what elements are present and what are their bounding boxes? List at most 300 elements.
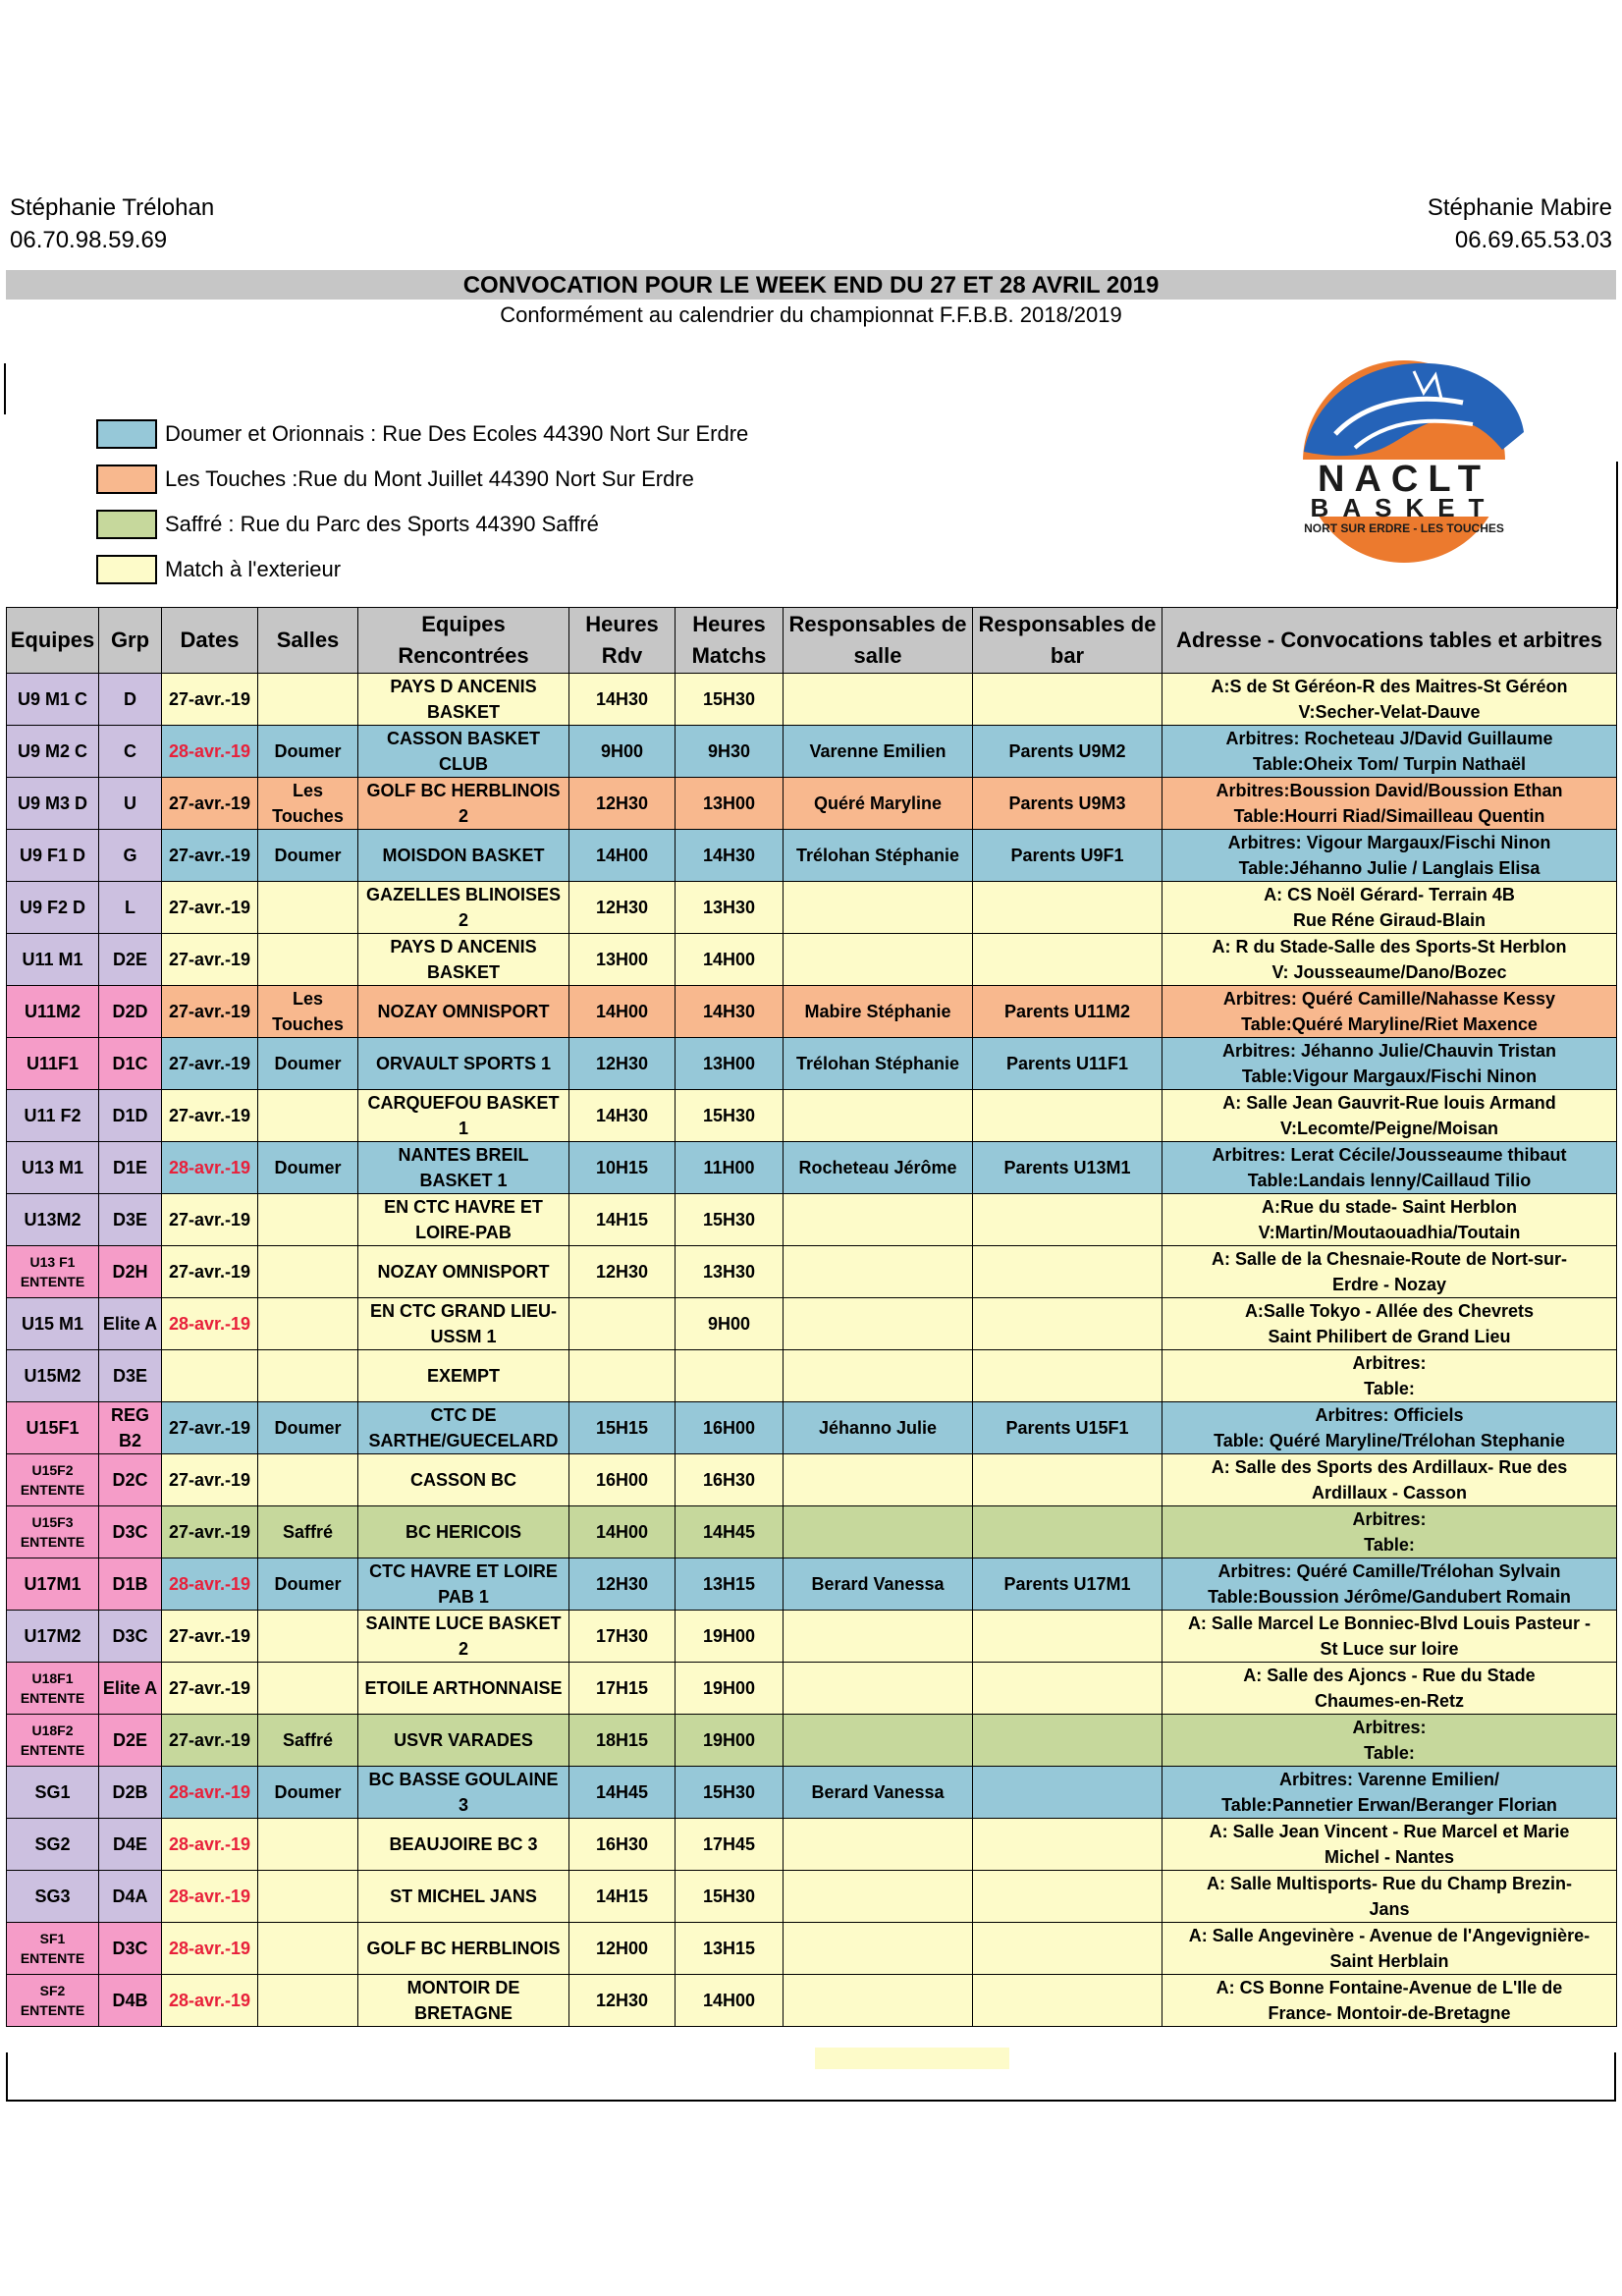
cell-heure-rdv: 12H30	[569, 1038, 676, 1090]
cell-heure-match: 19H00	[676, 1715, 784, 1767]
cell-resp-bar	[973, 1298, 1162, 1350]
contact-right-phone: 06.69.65.53.03	[1454, 227, 1612, 253]
header-dates: Dates	[162, 608, 258, 674]
table-row	[7, 1506, 1617, 1558]
cell-grp: D2B	[99, 1767, 162, 1819]
cell-grp: D2C	[99, 1454, 162, 1506]
cell-heure-match: 19H00	[676, 1611, 784, 1663]
cell-resp-salle	[784, 882, 973, 934]
cell-heure-rdv: 12H00	[569, 1923, 676, 1975]
cell-adresse: A:Rue du stade- Saint Herblon V:Martin/Moutaouadhia/Toutain	[1162, 1194, 1617, 1246]
logo-text-naclt: NACLT	[1318, 459, 1490, 500]
cell-heure-match: 14H00	[676, 934, 784, 986]
cell-resp-bar	[973, 674, 1162, 726]
cell-equipe-rencontree: GAZELLES BLINOISES 2	[358, 882, 569, 934]
cell-grp: D1C	[99, 1038, 162, 1090]
cell-heure-rdv	[569, 1298, 676, 1350]
cell-resp-salle	[784, 1246, 973, 1298]
cell-heure-rdv: 9H00	[569, 726, 676, 778]
cell-resp-bar	[973, 1767, 1162, 1819]
table-row	[7, 1923, 1617, 1975]
table-row	[7, 1871, 1617, 1923]
table-row	[7, 1715, 1617, 1767]
cell-adresse: A: Salle de la Chesnaie-Route de Nort-sur- Erdre - Nozay	[1162, 1246, 1617, 1298]
cell-resp-salle	[784, 674, 973, 726]
cell-heure-rdv: 18H15	[569, 1715, 676, 1767]
cell-heure-rdv: 10H15	[569, 1142, 676, 1194]
cell-date	[162, 1350, 258, 1402]
cell-equipe-rencontree: SAINTE LUCE BASKET 2	[358, 1611, 569, 1663]
cell-resp-bar	[973, 1819, 1162, 1871]
cell-heure-rdv: 14H00	[569, 830, 676, 882]
cell-salle	[258, 674, 358, 726]
cell-salle	[258, 1923, 358, 1975]
header-resp-bar: Responsables de bar	[973, 608, 1162, 674]
cell-adresse: A: CS Bonne Fontaine-Avenue de L'Ile de France- Montoir-de-Bretagne	[1162, 1975, 1617, 2027]
cell-resp-salle	[784, 1350, 973, 1402]
cell-equipe-rencontree: EN CTC HAVRE ET LOIRE-PAB	[358, 1194, 569, 1246]
table-row	[7, 830, 1617, 882]
cell-date: 28-avr.-19	[162, 1767, 258, 1819]
cell-equipe-rencontree: GOLF BC HERBLINOIS 2	[358, 778, 569, 830]
cell-equipe-rencontree: NOZAY OMNISPORT	[358, 986, 569, 1038]
cell-resp-salle: Trélohan Stéphanie	[784, 1038, 973, 1090]
header-adresse: Adresse - Convocations tables et arbitres	[1162, 608, 1617, 674]
cell-salle	[258, 882, 358, 934]
header-rdv: Heures Rdv	[569, 608, 676, 674]
cell-heure-match: 19H00	[676, 1663, 784, 1715]
legend-swatch	[96, 555, 157, 584]
cell-date: 27-avr.-19	[162, 882, 258, 934]
legend-label: Doumer et Orionnais : Rue Des Ecoles 44390 Nort Sur Erdre	[165, 421, 749, 446]
cell-resp-salle	[784, 1975, 973, 2027]
cell-equipe: U15F3 ENTENTE	[7, 1506, 99, 1558]
cell-salle	[258, 1246, 358, 1298]
cell-resp-bar: Parents U11F1	[973, 1038, 1162, 1090]
cell-equipe-rencontree: PAYS D ANCENIS BASKET	[358, 674, 569, 726]
cell-equipe-rencontree: CASSON BASKET CLUB	[358, 726, 569, 778]
table-row	[7, 1819, 1617, 1871]
club-logo	[1267, 334, 1541, 570]
cell-adresse: A: Salle Jean Gauvrit-Rue louis Armand V:Lecomte/Peigne/Moisan	[1162, 1090, 1617, 1142]
cell-salle	[258, 1663, 358, 1715]
cell-date: 28-avr.-19	[162, 726, 258, 778]
cell-resp-salle: Quéré Maryline	[784, 778, 973, 830]
cell-salle: Doumer	[258, 1142, 358, 1194]
cell-equipe: U9 M2 C	[7, 726, 99, 778]
cell-adresse: Arbitres: Lerat Cécile/Jousseaume thibaut Table:Landais lenny/Caillaud Tilio	[1162, 1142, 1617, 1194]
cell-equipe: SF2 ENTENTE	[7, 1975, 99, 2027]
cell-equipe: U11 M1	[7, 934, 99, 986]
cell-date: 28-avr.-19	[162, 1819, 258, 1871]
cell-heure-match: 11H00	[676, 1142, 784, 1194]
cell-resp-bar	[973, 1350, 1162, 1402]
cell-grp: D3E	[99, 1350, 162, 1402]
cell-salle	[258, 934, 358, 986]
cell-salle	[258, 1819, 358, 1871]
cell-equipe-rencontree: MOISDON BASKET	[358, 830, 569, 882]
cell-resp-bar: Parents U17M1	[973, 1558, 1162, 1611]
cell-date: 28-avr.-19	[162, 1871, 258, 1923]
cell-equipe-rencontree: ST MICHEL JANS	[358, 1871, 569, 1923]
cell-equipe: U17M2	[7, 1611, 99, 1663]
cell-resp-bar	[973, 1715, 1162, 1767]
cell-date: 28-avr.-19	[162, 1558, 258, 1611]
cell-heure-match: 13H30	[676, 1246, 784, 1298]
cell-equipe: U18F1 ENTENTE	[7, 1663, 99, 1715]
cell-equipe: U15 M1	[7, 1298, 99, 1350]
left-margin-line	[4, 363, 6, 414]
cell-heure-match: 14H30	[676, 986, 784, 1038]
cell-resp-bar	[973, 1246, 1162, 1298]
table-row	[7, 1767, 1617, 1819]
cell-date: 27-avr.-19	[162, 1402, 258, 1454]
cell-grp: D4B	[99, 1975, 162, 2027]
header-salles: Salles	[258, 608, 358, 674]
cell-adresse: A:Salle Tokyo - Allée des Chevrets Saint Philibert de Grand Lieu	[1162, 1298, 1617, 1350]
logo-text-location: NORT SUR ERDRE - LES TOUCHES	[1304, 521, 1504, 535]
cell-equipe-rencontree: ETOILE ARTHONNAISE	[358, 1663, 569, 1715]
cell-resp-salle: Trélohan Stéphanie	[784, 830, 973, 882]
cell-grp: D	[99, 674, 162, 726]
cell-equipe: U13M2	[7, 1194, 99, 1246]
cell-salle	[258, 1871, 358, 1923]
table-header-row	[7, 608, 1617, 674]
cell-salle: Doumer	[258, 726, 358, 778]
cell-grp: C	[99, 726, 162, 778]
cell-heure-match: 13H15	[676, 1558, 784, 1611]
cell-resp-salle: Berard Vanessa	[784, 1558, 973, 1611]
cell-resp-salle	[784, 1611, 973, 1663]
cell-heure-match: 13H30	[676, 882, 784, 934]
cell-heure-rdv: 14H30	[569, 1090, 676, 1142]
cell-equipe-rencontree: ORVAULT SPORTS 1	[358, 1038, 569, 1090]
cell-salle: Doumer	[258, 830, 358, 882]
table-row	[7, 1350, 1617, 1402]
cell-heure-rdv: 12H30	[569, 882, 676, 934]
cell-heure-match: 16H30	[676, 1454, 784, 1506]
cell-heure-rdv: 12H30	[569, 1246, 676, 1298]
cell-grp: L	[99, 882, 162, 934]
page-title: CONVOCATION POUR LE WEEK END DU 27 ET 28 AVRIL 2019	[6, 270, 1616, 300]
cell-equipe-rencontree: PAYS D ANCENIS BASKET	[358, 934, 569, 986]
legend-label: Match à l'exterieur	[165, 557, 342, 581]
cell-resp-bar: Parents U9F1	[973, 830, 1162, 882]
cell-heure-match: 14H00	[676, 1975, 784, 2027]
cell-date: 28-avr.-19	[162, 1298, 258, 1350]
cell-date: 27-avr.-19	[162, 1246, 258, 1298]
cell-heure-match: 13H00	[676, 778, 784, 830]
cell-heure-match: 14H30	[676, 830, 784, 882]
table-row	[7, 1090, 1617, 1142]
cell-heure-rdv: 15H15	[569, 1402, 676, 1454]
cell-date: 27-avr.-19	[162, 1611, 258, 1663]
cell-heure-match: 15H30	[676, 1194, 784, 1246]
cell-resp-bar	[973, 1090, 1162, 1142]
cell-grp: D3C	[99, 1923, 162, 1975]
table-row	[7, 934, 1617, 986]
cell-salle	[258, 1350, 358, 1402]
cell-grp: D3C	[99, 1506, 162, 1558]
cell-grp: G	[99, 830, 162, 882]
contact-left-name: Stéphanie Trélohan	[10, 194, 215, 221]
cell-heure-match: 17H45	[676, 1819, 784, 1871]
cell-salle: Doumer	[258, 1767, 358, 1819]
header-resp-salle: Responsables de salle	[784, 608, 973, 674]
table-row	[7, 1038, 1617, 1090]
table-row	[7, 1975, 1617, 2027]
cell-salle	[258, 1454, 358, 1506]
cell-equipe: U13 F1 ENTENTE	[7, 1246, 99, 1298]
cell-adresse: A: Salle Multisports- Rue du Champ Brezin- Jans	[1162, 1871, 1617, 1923]
cell-date: 27-avr.-19	[162, 934, 258, 986]
cell-adresse: A:S de St Géréon-R des Maitres-St Géréon V:Secher-Velat-Dauve	[1162, 674, 1617, 726]
cell-resp-bar	[973, 1975, 1162, 2027]
table-bottom-frame	[6, 2052, 1616, 2102]
cell-equipe: U15F2 ENTENTE	[7, 1454, 99, 1506]
contact-right	[1428, 191, 1612, 256]
cell-date: 27-avr.-19	[162, 1454, 258, 1506]
cell-salle	[258, 1298, 358, 1350]
cell-grp: Elite A	[99, 1298, 162, 1350]
cell-heure-match: 15H30	[676, 1871, 784, 1923]
table-row	[7, 726, 1617, 778]
cell-grp: Elite A	[99, 1663, 162, 1715]
cell-date: 27-avr.-19	[162, 674, 258, 726]
cell-salle: Doumer	[258, 1558, 358, 1611]
cell-salle: Saffré	[258, 1506, 358, 1558]
cell-resp-salle	[784, 1923, 973, 1975]
cell-resp-salle: Jéhanno Julie	[784, 1402, 973, 1454]
cell-resp-salle	[784, 1298, 973, 1350]
cell-salle	[258, 1194, 358, 1246]
cell-equipe-rencontree: BC HERICOIS	[358, 1506, 569, 1558]
cell-heure-rdv: 14H15	[569, 1194, 676, 1246]
cell-date: 27-avr.-19	[162, 1715, 258, 1767]
cell-resp-bar	[973, 1663, 1162, 1715]
cell-equipe: SG1	[7, 1767, 99, 1819]
header-grp: Grp	[99, 608, 162, 674]
cell-resp-salle: Berard Vanessa	[784, 1767, 973, 1819]
cell-equipe: U18F2 ENTENTE	[7, 1715, 99, 1767]
cell-heure-match: 15H30	[676, 1767, 784, 1819]
cell-salle: Les Touches	[258, 986, 358, 1038]
table-row	[7, 1194, 1617, 1246]
cell-resp-salle	[784, 1194, 973, 1246]
table-row	[7, 1454, 1617, 1506]
cell-resp-salle	[784, 1819, 973, 1871]
cell-equipe-rencontree: EN CTC GRAND LIEU-USSM 1	[358, 1298, 569, 1350]
table-row	[7, 1402, 1617, 1454]
cell-salle: Les Touches	[258, 778, 358, 830]
cell-salle: Doumer	[258, 1038, 358, 1090]
cell-resp-salle	[784, 1715, 973, 1767]
cell-equipe-rencontree: CARQUEFOU BASKET 1	[358, 1090, 569, 1142]
cell-grp: D2E	[99, 934, 162, 986]
cell-adresse: A: Salle Jean Vincent - Rue Marcel et Marie Michel - Nantes	[1162, 1819, 1617, 1871]
cell-adresse: A: Salle des Sports des Ardillaux- Rue des Ardillaux - Casson	[1162, 1454, 1617, 1506]
cell-resp-bar	[973, 882, 1162, 934]
cell-heure-rdv	[569, 1350, 676, 1402]
cell-adresse: A: CS Noël Gérard- Terrain 4B Rue Réne Giraud-Blain	[1162, 882, 1617, 934]
cell-grp: D3C	[99, 1611, 162, 1663]
cell-equipe-rencontree: NANTES BREIL BASKET 1	[358, 1142, 569, 1194]
cell-equipe: SG3	[7, 1871, 99, 1923]
page-subtitle: Conformément au calendrier du championnat F.F.B.B. 2018/2019	[500, 302, 1122, 327]
cell-grp: D4A	[99, 1871, 162, 1923]
cell-resp-bar: Parents U15F1	[973, 1402, 1162, 1454]
header-matchs: Heures Matchs	[676, 608, 784, 674]
cell-resp-salle: Rocheteau Jérôme	[784, 1142, 973, 1194]
cell-equipe: U9 M1 C	[7, 674, 99, 726]
cell-heure-match: 9H30	[676, 726, 784, 778]
cell-equipe: SG2	[7, 1819, 99, 1871]
cell-resp-salle: Varenne Emilien	[784, 726, 973, 778]
cell-date: 27-avr.-19	[162, 1090, 258, 1142]
table-row	[7, 1558, 1617, 1611]
cell-equipe-rencontree: USVR VARADES	[358, 1715, 569, 1767]
cell-adresse: Arbitres: Rocheteau J/David Guillaume Table:Oheix Tom/ Turpin Nathaël	[1162, 726, 1617, 778]
cell-adresse: Arbitres: Vigour Margaux/Fischi Ninon Table:Jéhanno Julie / Langlais Elisa	[1162, 830, 1617, 882]
cell-adresse: A: Salle Angevinère - Avenue de l'Angevignière- Saint Herblain	[1162, 1923, 1617, 1975]
legend-label: Les Touches :Rue du Mont Juillet 44390 Nort Sur Erdre	[165, 466, 694, 491]
header-equipes: Equipes	[7, 608, 99, 674]
cell-heure-rdv: 14H15	[569, 1871, 676, 1923]
cell-equipe-rencontree: EXEMPT	[358, 1350, 569, 1402]
cell-date: 27-avr.-19	[162, 778, 258, 830]
cell-date: 28-avr.-19	[162, 1975, 258, 2027]
cell-heure-rdv: 17H30	[569, 1611, 676, 1663]
cell-resp-bar: Parents U9M3	[973, 778, 1162, 830]
cell-adresse: Arbitres: Quéré Camille/Nahasse Kessy Table:Quéré Maryline/Riet Maxence	[1162, 986, 1617, 1038]
table-body	[7, 674, 1617, 2027]
contact-left	[10, 191, 214, 256]
right-margin-line	[1616, 462, 1618, 609]
cell-equipe: U9 M3 D	[7, 778, 99, 830]
cell-resp-bar: Parents U9M2	[973, 726, 1162, 778]
cell-heure-rdv: 14H00	[569, 986, 676, 1038]
cell-heure-rdv: 12H30	[569, 778, 676, 830]
cell-resp-salle	[784, 1663, 973, 1715]
cell-heure-match: 16H00	[676, 1402, 784, 1454]
cell-resp-bar	[973, 1194, 1162, 1246]
cell-adresse: Arbitres: Table:	[1162, 1350, 1617, 1402]
cell-heure-rdv: 12H30	[569, 1558, 676, 1611]
cell-equipe: U11 F2	[7, 1090, 99, 1142]
legend-swatch	[96, 419, 157, 449]
cell-date: 27-avr.-19	[162, 986, 258, 1038]
contact-right-name: Stéphanie Mabire	[1427, 194, 1612, 221]
cell-equipe: U15M2	[7, 1350, 99, 1402]
cell-grp: D4E	[99, 1819, 162, 1871]
cell-resp-salle	[784, 1454, 973, 1506]
cell-heure-match: 15H30	[676, 1090, 784, 1142]
cell-equipe-rencontree: CTC DE SARTHE/GUECELARD	[358, 1402, 569, 1454]
logo-text-basket: BASKET	[1310, 493, 1498, 522]
cell-salle	[258, 1090, 358, 1142]
cell-resp-salle	[784, 1090, 973, 1142]
cell-equipe: U13 M1	[7, 1142, 99, 1194]
schedule-table	[6, 607, 1617, 2027]
cell-equipe: U11M2	[7, 986, 99, 1038]
table-row	[7, 1611, 1617, 1663]
cell-resp-bar: Parents U11M2	[973, 986, 1162, 1038]
cell-date: 28-avr.-19	[162, 1923, 258, 1975]
cell-grp: D2E	[99, 1715, 162, 1767]
cell-salle	[258, 1975, 358, 2027]
cell-grp: D3E	[99, 1194, 162, 1246]
table-row	[7, 1298, 1617, 1350]
cell-date: 27-avr.-19	[162, 1663, 258, 1715]
cell-heure-rdv: 14H00	[569, 1506, 676, 1558]
cell-equipe: U9 F2 D	[7, 882, 99, 934]
cell-heure-match: 9H00	[676, 1298, 784, 1350]
cell-resp-salle	[784, 1871, 973, 1923]
cell-date: 27-avr.-19	[162, 1194, 258, 1246]
cell-adresse: Arbitres: Table:	[1162, 1715, 1617, 1767]
cell-heure-match: 14H45	[676, 1506, 784, 1558]
cell-heure-rdv: 14H30	[569, 674, 676, 726]
cell-adresse: Arbitres:Boussion David/Boussion Ethan Table:Hourri Riad/Simailleau Quentin	[1162, 778, 1617, 830]
cell-adresse: Arbitres: Quéré Camille/Trélohan Sylvain Table:Boussion Jérôme/Gandubert Romain	[1162, 1558, 1617, 1611]
cell-resp-bar	[973, 934, 1162, 986]
cell-equipe: U17M1	[7, 1558, 99, 1611]
cell-adresse: Arbitres: Varenne Emilien/ Table:Pannetier Erwan/Beranger Florian	[1162, 1767, 1617, 1819]
cell-equipe-rencontree: NOZAY OMNISPORT	[358, 1246, 569, 1298]
cell-equipe-rencontree: BEAUJOIRE BC 3	[358, 1819, 569, 1871]
cell-equipe: U9 F1 D	[7, 830, 99, 882]
cell-resp-salle	[784, 1506, 973, 1558]
cell-resp-bar: Parents U13M1	[973, 1142, 1162, 1194]
cell-grp: D2H	[99, 1246, 162, 1298]
table-row	[7, 882, 1617, 934]
cell-salle	[258, 1611, 358, 1663]
cell-resp-bar	[973, 1611, 1162, 1663]
cell-adresse: A: R du Stade-Salle des Sports-St Herblon V: Jousseaume/Dano/Bozec	[1162, 934, 1617, 986]
cell-heure-rdv: 17H15	[569, 1663, 676, 1715]
cell-equipe: U15F1	[7, 1402, 99, 1454]
cell-date: 28-avr.-19	[162, 1142, 258, 1194]
table-row	[7, 986, 1617, 1038]
cell-equipe-rencontree: BC BASSE GOULAINE 3	[358, 1767, 569, 1819]
cell-resp-salle: Mabire Stéphanie	[784, 986, 973, 1038]
cell-heure-match: 15H30	[676, 674, 784, 726]
cell-grp: D1D	[99, 1090, 162, 1142]
cell-heure-rdv: 14H45	[569, 1767, 676, 1819]
cell-salle: Saffré	[258, 1715, 358, 1767]
cell-heure-match: 13H15	[676, 1923, 784, 1975]
cell-heure-rdv: 13H00	[569, 934, 676, 986]
cell-equipe-rencontree: CASSON BC	[358, 1454, 569, 1506]
cell-resp-salle	[784, 934, 973, 986]
table-row	[7, 674, 1617, 726]
cell-grp: D1B	[99, 1558, 162, 1611]
header-rencontrees: Equipes Rencontrées	[358, 608, 569, 674]
cell-adresse: A: Salle Marcel Le Bonniec-Blvd Louis Pasteur - St Luce sur loire	[1162, 1611, 1617, 1663]
cell-salle: Doumer	[258, 1402, 358, 1454]
cell-adresse: A: Salle des Ajoncs - Rue du Stade Chaumes-en-Retz	[1162, 1663, 1617, 1715]
cell-adresse: Arbitres: Officiels Table: Quéré Maryline/Trélohan Stephanie	[1162, 1402, 1617, 1454]
cell-equipe-rencontree: CTC HAVRE ET LOIRE PAB 1	[358, 1558, 569, 1611]
table-row	[7, 1142, 1617, 1194]
table-row	[7, 1663, 1617, 1715]
cell-resp-bar	[973, 1454, 1162, 1506]
cell-adresse: Arbitres: Jéhanno Julie/Chauvin Tristan Table:Vigour Margaux/Fischi Ninon	[1162, 1038, 1617, 1090]
cell-resp-bar	[973, 1871, 1162, 1923]
cell-date: 27-avr.-19	[162, 830, 258, 882]
cell-equipe: U11F1	[7, 1038, 99, 1090]
table-row	[7, 778, 1617, 830]
